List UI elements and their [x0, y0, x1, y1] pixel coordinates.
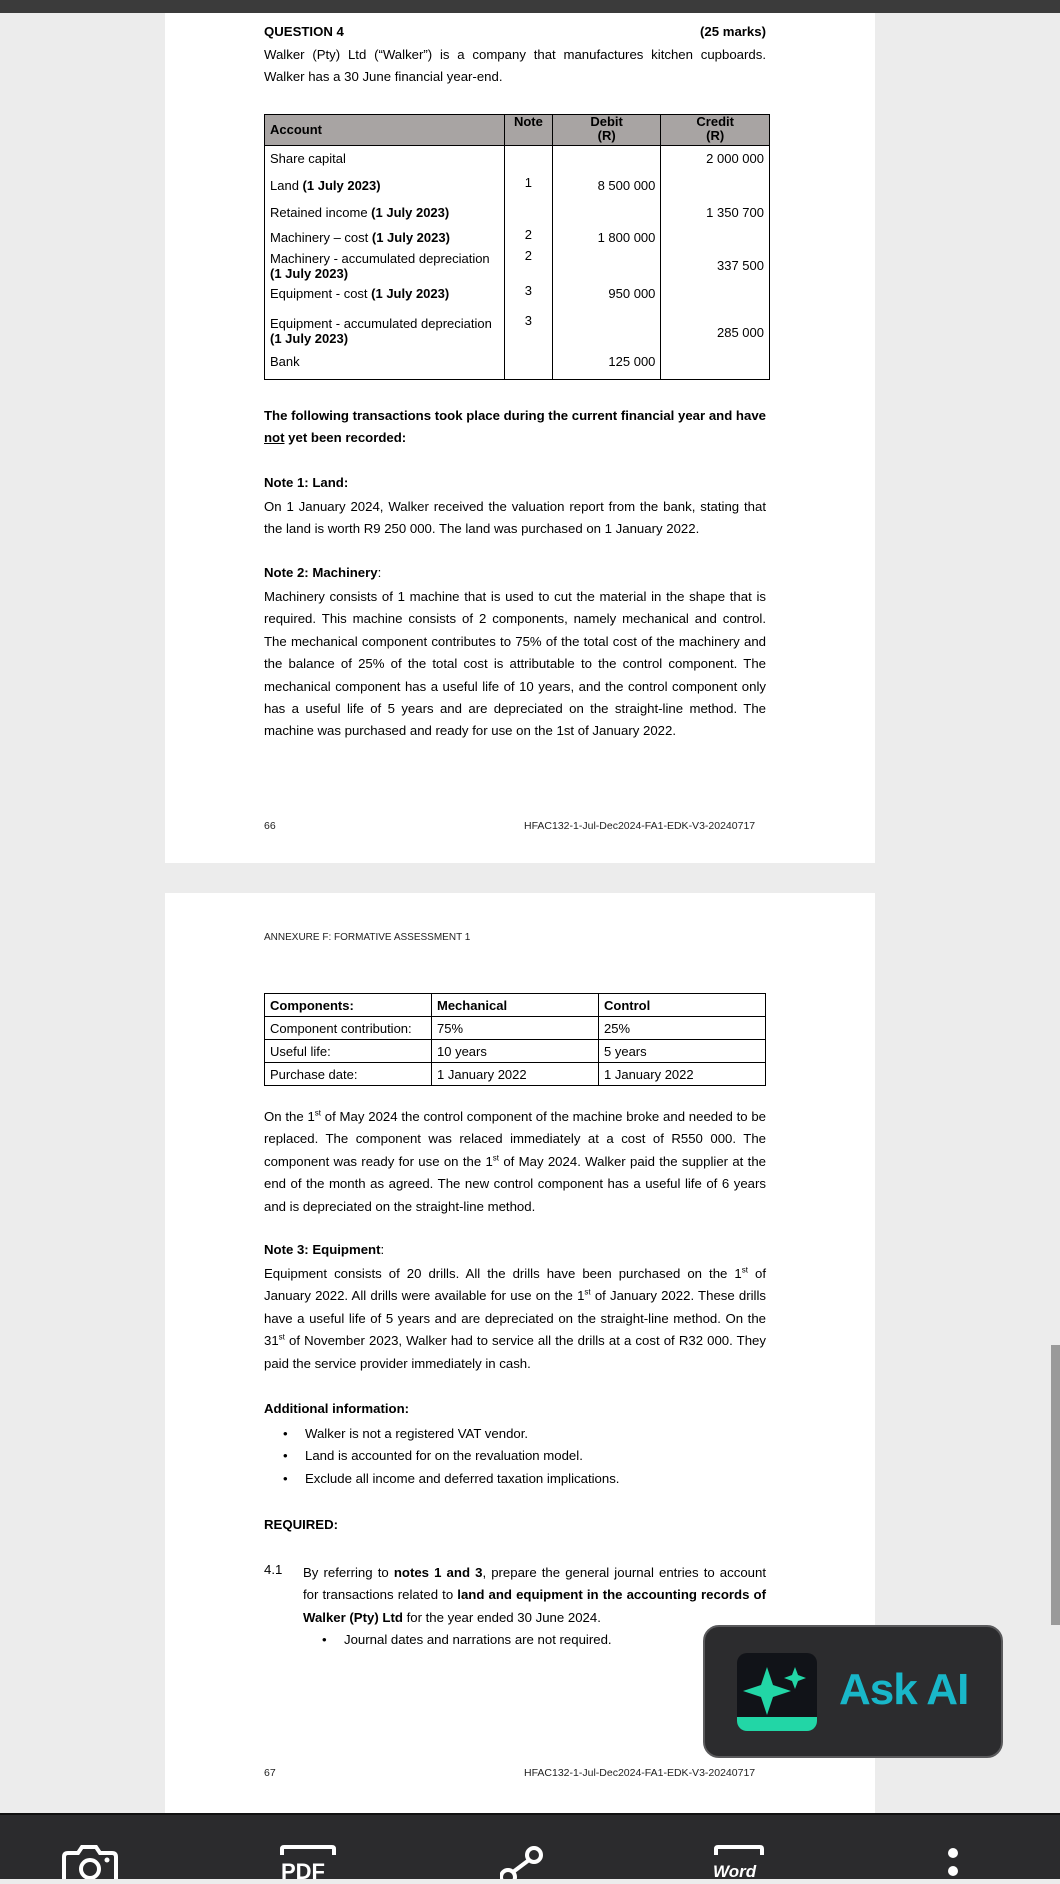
- ask-ai-button[interactable]: [703, 1625, 1003, 1758]
- table-cell: Component contribution:: [265, 1017, 432, 1040]
- credit-cell: [661, 173, 770, 200]
- header-debit: Debit (R): [552, 115, 661, 146]
- word-icon[interactable]: [712, 1845, 766, 1884]
- table-cell: Useful life:: [265, 1040, 432, 1063]
- table-cell: 10 years: [432, 1040, 599, 1063]
- table-row: [265, 200, 770, 225]
- note-cell: 2: [504, 246, 552, 281]
- svg-text:Word: Word: [713, 1862, 757, 1879]
- note2-text: Machinery consists of 1 machine that is used to cut the material in the shape that is required. This machine consists of 2 components, namely mechanical and control. The mechanical component contributes to 75% of the total cost of the machinery and the balance of 25% of the total cost is attributable to the control component. The mechanical component has a useful life of 10 years, and the control component only has a useful life of 5 years and are depreciated on the straight-line method. The machine was purchased and ready for use on the 1st of January 2022.: [264, 589, 766, 739]
- table-cell: Purchase date:: [265, 1063, 432, 1086]
- question-4-1-text: By referring to notes 1 and 3, prepare the general journal entries to account for transactions related to land and equipment in the accounting records of Walker (Pty) Ltd for the year ended 30 June 2024.: [303, 1565, 766, 1625]
- credit-cell: [661, 225, 770, 246]
- note1-title: Note 1: Land:: [264, 475, 349, 490]
- note1-text: On 1 January 2024, Walker received the valuation report from the bank, stating that the land is worth R9 250 000. The land was purchased on 1 January 2022.: [264, 499, 766, 537]
- sparkle-icon: [737, 1653, 817, 1731]
- pdf-icon[interactable]: [280, 1845, 336, 1884]
- table-row: [265, 225, 770, 246]
- table-row: [265, 146, 770, 173]
- table-cell: Components:: [265, 994, 432, 1017]
- transactions-heading: The following transactions took place during the current financial year and have not yet been recorded:: [264, 408, 766, 446]
- table-cell: 5 years: [599, 1040, 766, 1063]
- required-title: REQUIRED:: [264, 1517, 338, 1532]
- debit-cell: 950 000: [552, 281, 661, 311]
- question-4-1-number: 4.1: [264, 1562, 283, 1577]
- share-icon[interactable]: [500, 1845, 550, 1884]
- account-cell: Equipment - accumulated depreciation (1 July 2023): [265, 311, 505, 349]
- table-row: [265, 349, 770, 380]
- account-cell: Land (1 July 2023): [265, 173, 505, 200]
- table-row: [265, 246, 770, 281]
- debit-cell: 8 500 000: [552, 173, 661, 200]
- table-cell: 75%: [432, 1017, 599, 1040]
- question-marks: (25 marks): [700, 24, 766, 39]
- account-cell: Share capital: [265, 146, 505, 173]
- page-number: 66: [264, 820, 276, 832]
- debit-cell: [552, 246, 661, 281]
- debit-cell: 1 800 000: [552, 225, 661, 246]
- debit-cell: [552, 311, 661, 349]
- list-item: • Journal dates and narrations are not required.: [322, 1629, 612, 1651]
- credit-cell: 2 000 000: [661, 146, 770, 173]
- credit-cell: [661, 349, 770, 380]
- credit-cell: 285 000: [661, 311, 770, 349]
- note-cell: [504, 200, 552, 225]
- account-cell: Bank: [265, 349, 505, 380]
- table-cell: Control: [599, 994, 766, 1017]
- footer-code: HFAC132-1-Jul-Dec2024-FA1-EDK-V3-20240717: [524, 820, 756, 832]
- header-account: Account: [265, 115, 505, 146]
- note-cell: [504, 146, 552, 173]
- header-credit: Credit (R): [661, 115, 770, 146]
- list-item: • Exclude all income and deferred taxation implications.: [283, 1468, 619, 1490]
- components-table: [264, 993, 766, 1086]
- table-row: [265, 281, 770, 311]
- bottom-toolbar: [0, 1813, 1060, 1879]
- page-number: 67: [264, 1767, 276, 1779]
- account-cell: Machinery - accumulated depreciation (1 July 2023): [265, 246, 505, 281]
- account-cell: Equipment - cost (1 July 2023): [265, 281, 505, 311]
- list-item: • Land is accounted for on the revaluation model.: [283, 1445, 619, 1467]
- table-row: [265, 1040, 766, 1063]
- account-cell: Retained income (1 July 2023): [265, 200, 505, 225]
- table-header-row: [265, 115, 770, 146]
- footer-code: HFAC132-1-Jul-Dec2024-FA1-EDK-V3-20240717: [524, 1767, 756, 1779]
- top-status-bar: [0, 0, 1060, 13]
- annexure-header: ANNEXURE F: FORMATIVE ASSESSMENT 1: [264, 932, 471, 943]
- note3-title: Note 3: Equipment:: [264, 1242, 385, 1257]
- debit-cell: [552, 146, 661, 173]
- account-cell: Machinery – cost (1 July 2023): [265, 225, 505, 246]
- ask-ai-label: Ask AI: [839, 1665, 969, 1714]
- camera-icon[interactable]: [60, 1845, 120, 1884]
- scrollbar-thumb[interactable]: [1051, 1345, 1060, 1625]
- table-row: [265, 311, 770, 349]
- question-title: QUESTION 4: [264, 24, 344, 39]
- table-cell: 25%: [599, 1017, 766, 1040]
- header-note: Note: [504, 115, 552, 146]
- document-page-66: [165, 13, 875, 863]
- note-cell: 1: [504, 173, 552, 200]
- table-row: [265, 1017, 766, 1040]
- debit-cell: 125 000: [552, 349, 661, 380]
- note-cell: 3: [504, 311, 552, 349]
- additional-info-list: [283, 1423, 619, 1490]
- note-cell: 2: [504, 225, 552, 246]
- list-item: • Walker is not a registered VAT vendor.: [283, 1423, 619, 1445]
- trial-balance-table: [264, 114, 770, 380]
- svg-text:PDF: PDF: [281, 1859, 325, 1879]
- note2-title: Note 2: Machinery:: [264, 565, 382, 580]
- note3-text: Equipment consists of 20 drills. All the drills have been purchased on the 1st of January 2022. All drills were available for use on the 1st of January 2022. These drills have a useful life of 5 years and are depreciated on the straight-line method. On the 31st of November 2023, Walker had to service all the drills at a cost of R32 000. They paid the service provider immediately in cash.: [264, 1265, 766, 1371]
- more-icon[interactable]: [945, 1845, 961, 1884]
- question-4-1-bullets: [322, 1629, 612, 1651]
- table-cell: 1 January 2022: [599, 1063, 766, 1086]
- credit-cell: [661, 281, 770, 311]
- table-row: [265, 1063, 766, 1086]
- credit-cell: 337 500: [661, 246, 770, 281]
- additional-info-title: Additional information:: [264, 1401, 410, 1416]
- table-cell: 1 January 2022: [432, 1063, 599, 1086]
- table-row: [265, 994, 766, 1017]
- note-cell: [504, 349, 552, 380]
- table-row: [265, 173, 770, 200]
- table-cell: Mechanical: [432, 994, 599, 1017]
- control-replacement-paragraph: On the 1st of May 2024 the control component of the machine broke and needed to be replaced. The component was relaced immediately at a cost of R550 000. The component was ready for use on the 1st of May 2024. Walker paid the supplier at the end of the month as agreed. The new control component has a useful life of 6 years and is depreciated on the straight-line method.: [264, 1108, 766, 1214]
- note-cell: 3: [504, 281, 552, 311]
- intro-paragraph: Walker (Pty) Ltd (“Walker”) is a company that manufactures kitchen cupboards. Walker has a 30 June financial year-end.: [264, 47, 766, 85]
- debit-cell: [552, 200, 661, 225]
- credit-cell: 1 350 700: [661, 200, 770, 225]
